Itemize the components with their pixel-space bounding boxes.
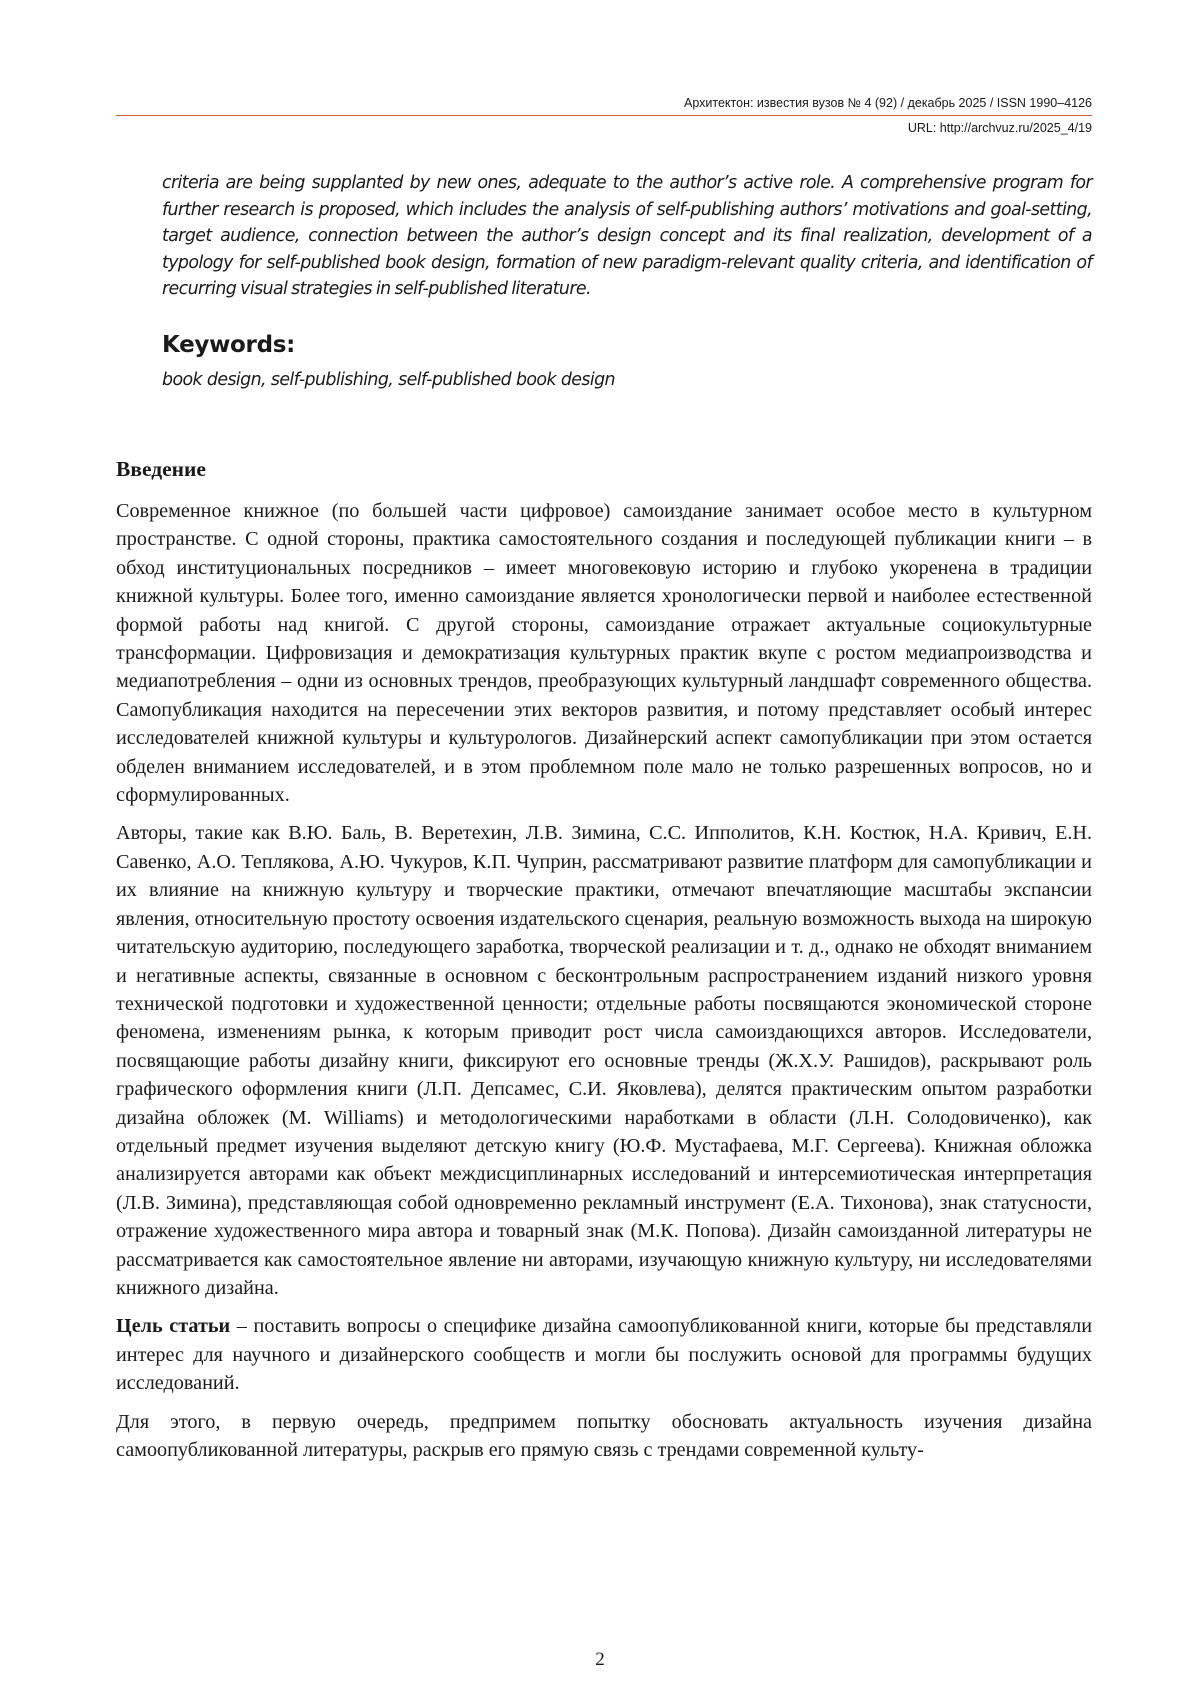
paragraph: Для этого, в первую очередь, предпримем попытку обосновать актуальность изучения дизайна самоопубликованной литературы, раскрыв его прямую связь с трендами современной культу-	[116, 1410, 1092, 1461]
article-url: URL: http://archvuz.ru/2025_4/19	[907, 121, 1092, 135]
body-text	[116, 497, 1092, 1474]
goal-text: – поставить вопросы о специфике дизайна самоопубликованной книги, которые бы представляли интерес для научного и дизайнерского сообществ и могли бы послужить основой для программы будущих исследований.	[116, 1315, 1093, 1395]
keywords-heading: Keywords:	[162, 332, 296, 358]
page-number: 2	[595, 1649, 605, 1670]
journal-info: Архитектон: известия вузов № 4 (92) / декабрь 2025 / ISSN 1990–4126	[116, 95, 1092, 116]
running-header	[116, 95, 1092, 136]
keywords-text: book design, self-publishing, self-published book design	[162, 370, 615, 390]
goal-paragraph	[116, 1312, 1092, 1397]
goal-label: Цель статьи	[116, 1315, 231, 1338]
paragraph: Авторы, такие как В.Ю. Баль, В. Веретехин, Л.В. Зимина, С.С. Ипполитов, К.Н. Костюк, Н.А. Кривич, Е.Н. Савенко, А.О. Теплякова, А.Ю. Чукуров, К.П. Чуприн, рассматривают развитие платформ для самопубликации и их влияние на книжную культуру и творческие практики, отмечают впечатляющие масштабы экспансии явления, относительную простоту освоения издательского сценария, реальную возможность выхода на широкую читательскую аудиторию, последующего заработка, творческой реализации и т. д., однако не обходят вниманием и негативные аспекты, связанные в основном с бесконтрольным распространением изданий низкого уровня технической подготовки и художественной ценности; отдельные работы посвящаются экономической стороне феномена, изменениям рынка, к которым приводит рост числа самоиздающихся авторов. Исследователи, посвящающие работы дизайну книги, фиксируют его основные тренды (Ж.Х.У. Рашидов), раскрывают роль графического оформления книги (Л.П. Депсамес, С.И. Яковлева), делятся практическим опытом разработки дизайна обложек (M. Williams) и методологическими наработками в области (Л.Н. Солодовиченко), как отдельный предмет изучения выделяют детскую книгу (Ю.Ф. Мустафаева, М.Г. Сергеева). Книжная обложка анализируется авторами как объект междисциплинарных исследований и интерсемиотическая интерпретация (Л.В. Зимина), представляющая собой одновременно рекламный инструмент (Е.А. Тихонова), знак статусности, отражение художественного мира автора и товарный знак (М.К. Попова). Дизайн самоизданной литературы не рассматривается как самостоятельное явление ни авторами, изучающую книжную культуру, ни исследователями книжного дизайна.	[116, 822, 1092, 1299]
section-heading-introduction: Введение	[116, 457, 206, 481]
abstract-continuation: criteria are being supplanted by new ones, adequate to the author’s active role. A comprehensive program for further research is proposed, which includes the analysis of self-publishing authors’ motivations and goal-setting, target audience, connection between the author’s design concept and its final realization, development of a typology for self-published book design, formation of new paradigm-relevant quality criteria, and identification of recurring visual strategies in self-published literature.	[162, 173, 1092, 300]
paragraph: Современное книжное (по большей части цифровое) самоиздание занимает особое место в культурном пространстве. С одной стороны, практика самостоятельного создания и последующей публикации книги – в обход институциональных посредников – имеет многовековую историю и глубоко укоренена в традиции книжной культуры. Более того, именно самоиздание является хронологически первой и наиболее естественной формой работы над книгой. С другой стороны, самоиздание отражает актуальные социокультурные трансформации. Цифровизация и демократизация культурных практик вкупе с ростом медиапроизводства и медиапотребления – одни из основных трендов, преобразующих культурный ландшафт современного общества. Самопубликация находится на пересечении этих векторов развития, и потому представляет особый интерес исследователей книжной культуры и культурологов. Дизайнерский аспект самопубликации при этом остается обделен вниманием исследователей, и в этом проблемном поле мало не только разрешенных вопросов, но и сформулированных.	[116, 500, 1092, 807]
